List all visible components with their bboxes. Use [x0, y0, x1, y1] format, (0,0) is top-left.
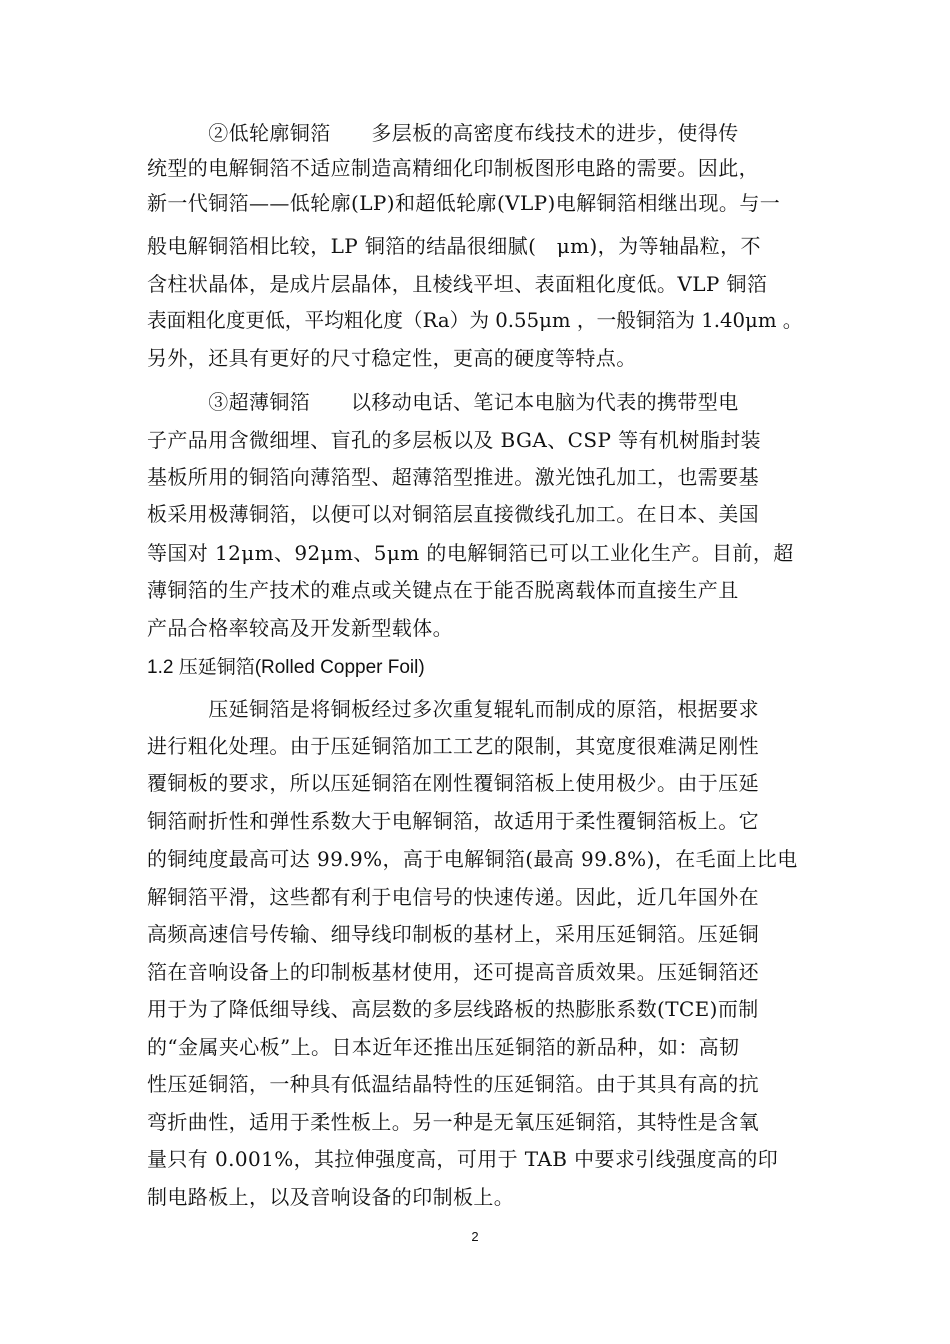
page-number: 2 — [471, 1229, 479, 1244]
paragraph-line: 基板所用的铜箔向薄箔型、超薄箔型推进。激光蚀孔加工，也需要基 — [147, 465, 759, 489]
paragraph-line: 用于为了降低细导线、高层数的多层线路板的热膨胀系数(TCE)而制 — [147, 997, 759, 1021]
paragraph-line: 高频高速信号传输、细导线印制板的基材上，采用压延铜箔。压延铜 — [147, 922, 759, 946]
paragraph-line: 箔在音响设备上的印制板基材使用，还可提高音质效果。压延铜箔还 — [147, 960, 759, 984]
paragraph-line: 解铜箔平滑，这些都有利于电信号的快速传递。因此，近几年国外在 — [147, 885, 759, 909]
paragraph-line: 弯折曲性，适用于柔性板上。另一种是无氧压延铜箔，其特性是含氧 — [147, 1110, 759, 1134]
paragraph-line: 铜箔耐折性和弹性系数大于电解铜箔，故适用于柔性覆铜箔板上。它 — [147, 809, 759, 833]
paragraph-line: 的“金属夹心板”上。日本近年还推出压延铜箔的新品种，如：高韧 — [147, 1035, 740, 1059]
paragraph-line: 制电路板上，以及音响设备的印制板上。 — [147, 1185, 515, 1209]
paragraph-line: 的铜纯度最高可达 99.9%，高于电解铜箔(最高 99.8%)，在毛面上比电 — [147, 847, 798, 871]
paragraph-line: 进行粗化处理。由于压延铜箔加工工艺的限制，其宽度很难满足刚性 — [147, 734, 759, 758]
paragraph-line: 板采用极薄铜箔，以便可以对铜箔层直接微线孔加工。在日本、美国 — [147, 502, 759, 526]
paragraph-line: ②低轮廓铜箔 多层板的高密度布线技术的进步，使得传 — [147, 121, 739, 145]
paragraph-line: 表面粗化度更低，平均粗化度（Ra）为 0.55μm ，一般铜箔为 1.40μm 。 — [147, 309, 803, 332]
paragraph-line: 含柱状晶体，是成片层晶体，且棱线平坦、表面粗化度低。VLP 铜箔 — [147, 272, 768, 296]
paragraph-line: 统型的电解铜箔不适应制造高精细化印制板图形电路的需要。因此， — [147, 156, 759, 180]
section-heading: 1.2 压延铜箔(Rolled Copper Foil) — [147, 657, 425, 678]
paragraph-line: 般电解铜箔相比较，LP 铜箔的结晶很细腻( μm)，为等轴晶粒，不 — [147, 234, 761, 258]
paragraph-line: 压延铜箔是将铜板经过多次重复辊轧而制成的原箔，根据要求 — [147, 697, 759, 721]
paragraph-line: 量只有 0.001%，其拉伸强度高，可用于 TAB 中要求引线强度高的印 — [147, 1147, 779, 1171]
paragraph-line: 性压延铜箔，一种具有低温结晶特性的压延铜箔。由于其具有高的抗 — [147, 1072, 759, 1096]
paragraph-line: 子产品用含微细埋、盲孔的多层板以及 BGA、CSP 等有机树脂封装 — [147, 428, 761, 452]
paragraph-line: 另外，还具有更好的尺寸稳定性，更高的硬度等特点。 — [147, 346, 637, 370]
paragraph-line: 新一代铜箔——低轮廓(LP)和超低轮廓(VLP)电解铜箔相继出现。与一 — [147, 191, 781, 215]
paragraph-line: 等国对 12μm、92μm、5μm 的电解铜箔已可以工业化生产。目前，超 — [147, 541, 794, 565]
paragraph-line: ③超薄铜箔 以移动电话、笔记本电脑为代表的携带型电 — [147, 390, 739, 414]
paragraph-line: 产品合格率较高及开发新型载体。 — [147, 616, 453, 640]
paragraph-line: 薄铜箔的生产技术的难点或关键点在于能否脱离载体而直接生产且 — [147, 578, 739, 602]
paragraph-line: 覆铜板的要求，所以压延铜箔在刚性覆铜箔板上使用极少。由于压延 — [147, 771, 759, 795]
